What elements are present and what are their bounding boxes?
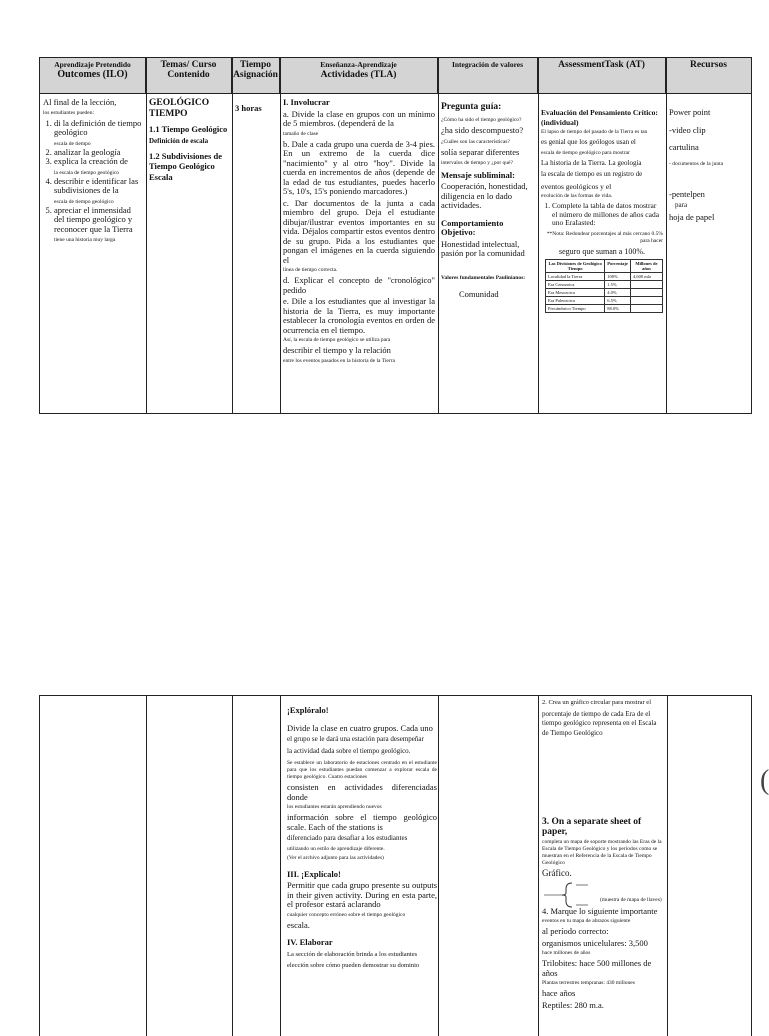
at-seguro: seguro que suman a 100%. xyxy=(559,246,645,256)
ilo-item: 5. apreciar el inmensidad del tiempo geológico y reconocer que la Tierra tiene una historia muy larga xyxy=(54,206,143,245)
recurso-documentos: - documentos de la junta xyxy=(669,160,724,167)
ilo-cell xyxy=(40,98,146,413)
at-title: Evaluación del Pensamiento Crítico: (individual) xyxy=(541,108,658,127)
table-row xyxy=(546,281,663,289)
tla-step-e: e. Dile a los estudiantes que al investigar la historia de la Tierra, es muy importante establecer la cronología eventos en orden de ocurrencia en el tiempo. xyxy=(283,296,435,335)
header-valores: Integración de valores xyxy=(438,58,538,93)
tla-step-a: a. Divide la clase en grupos con un mínimo de 5 miembros. (dependerá de la xyxy=(283,108,435,128)
header-at: AssessmentTask (AT) xyxy=(538,58,666,93)
table-cell xyxy=(630,289,662,297)
temas-cell xyxy=(146,98,232,413)
ilo-item: 1. di la definición de tiempo geológico escala de tiempo xyxy=(54,119,143,148)
valores-mensaje-text: Cooperación, honestidad, diligencia en lo dado actividades. xyxy=(441,181,528,210)
elaborate-p: La sección de elaboración brinda a los estudiantes xyxy=(287,950,418,958)
at-paragraph: El lapso de tiempo del pasado de la Tierra es tan xyxy=(541,129,648,135)
tiempo-value: 3 horas xyxy=(235,103,262,113)
explore-p2f: utilizando un estilo de aprendizaje diferente. xyxy=(287,845,385,852)
table-cell xyxy=(630,305,662,313)
header-tla-small: Enseñanza-Aprendizaje xyxy=(320,60,397,69)
at-paragraph-f: eventos geológicos y el xyxy=(541,181,612,191)
ilo-intro-small: los estudiantes pueden: xyxy=(43,109,95,116)
valores-mensaje: Mensaje subliminal: xyxy=(441,169,515,180)
recurso-cartulina: cartulina xyxy=(669,142,699,152)
table-cell: Era Cenozoica xyxy=(546,281,605,289)
valores-comportamiento: Comportamiento Objetivo: xyxy=(441,217,504,237)
valores-q1b: ¿ha sido descompuesto? xyxy=(441,124,524,135)
ilo-item: 4. describir e identificar las subdivisiones de la escala de tiempo geológico xyxy=(54,177,143,206)
table-cell: 4.0% xyxy=(605,289,631,297)
header-recursos: Recursos xyxy=(690,60,727,70)
recurso-pentelpen: -pentelpen xyxy=(669,188,705,199)
explore-p2c: los estudiantes estarán aprendiendo nuevos xyxy=(287,804,382,810)
table-cell: 88.0% xyxy=(605,305,631,313)
temas-title: GEOLÓGICO TIEMPO xyxy=(149,98,210,119)
brace-note: (muestra de mapa de llaves) xyxy=(600,896,662,903)
valores-q2b: solía separar diferentes xyxy=(441,147,520,157)
at-list xyxy=(541,202,663,228)
table-header: Porcentaje xyxy=(605,260,631,273)
eras-data-table xyxy=(545,259,663,313)
table-header: Las Divisiones de Geológico Tiempo xyxy=(546,260,605,273)
temas-subtopic-2b: Escala xyxy=(149,172,173,182)
valores-q2c: intervalos de tiempo y ¿por qué? xyxy=(441,159,513,166)
table-row xyxy=(546,273,663,281)
at-cell-page2 xyxy=(539,698,667,1036)
column-recursos xyxy=(666,696,751,1036)
explore-p1b: el grupo se le dará una estación para desempeñar xyxy=(287,735,424,743)
at-paragraph-c: escala de tiempo geológico para mostrar xyxy=(541,149,630,156)
explore-p2e: diferenciado para desafiar a los estudiantes xyxy=(287,834,408,842)
margin-parenthesis: ( xyxy=(760,765,769,796)
temas-subtopic-2: 1.2 Subdivisiones de Tiempo Geológico xyxy=(149,151,222,171)
at-item-3b: completa un mapa de soporte mostrando las Eras de la Escala de Tiempo Geológico y los períodos como se muestran en el Referencia de la Escala de Tiempo Geológico xyxy=(542,839,662,866)
valores-q2: ¿Cuáles son las características? xyxy=(441,139,510,145)
explore-p2g: (Ver el archivo adjunto para las actividades) xyxy=(287,854,384,861)
recurso-para: para xyxy=(675,201,688,209)
at-item-3: 3. On a separate sheet of paper, xyxy=(542,817,642,837)
tla-heading: I. Involucrar xyxy=(283,97,330,107)
recurso-power-point: Power point xyxy=(669,107,711,117)
valores-comportamiento-text: Honestidad intelectual, pasión por la comunidad xyxy=(441,238,525,258)
explain-p: Permitir que cada grupo presente su outputs in their given activity. During en esta parte, el profesor estará aclarando xyxy=(287,880,437,909)
tla-cell-page2 xyxy=(284,706,440,1036)
at-paragraph-g: evolución de las formas de vida. xyxy=(541,193,613,199)
tla-step-d: d. Explicar el concepto de "cronológico" pedido xyxy=(283,275,435,295)
brace-map-sample xyxy=(542,881,664,907)
tiempo-cell xyxy=(232,98,280,413)
table-header: Millones de años xyxy=(630,260,662,273)
at-cell xyxy=(538,98,666,413)
tla-step-f-small2: entre los eventos pasados en la historia de la Tierra xyxy=(283,357,395,364)
at-item-4d: organismos unicelulares: 3,500 xyxy=(542,937,648,948)
explain-pc: escala. xyxy=(287,919,310,930)
column-valores xyxy=(438,696,538,1036)
header-temas: Temas/ Curso Contenido xyxy=(146,58,232,93)
table-cell: 6.5% xyxy=(605,297,631,305)
at-paragraph-d: La historia de la Tierra. La geología xyxy=(541,158,642,167)
at-item-4: 4. Marque lo siguiente importante xyxy=(542,905,658,916)
explore-heading: ¡Explóralo! xyxy=(287,705,329,715)
at-item-4e: hace millones de años xyxy=(542,950,591,956)
temas-subtopic-1: 1.1 Tiempo Geológico xyxy=(149,124,228,134)
ilo-item: 2. analizar la geología xyxy=(54,148,143,158)
at-paragraph-b: es genial que los geólogos usan el xyxy=(541,138,636,146)
at-item-4i: Reptiles: 280 m.a. xyxy=(542,999,604,1010)
lesson-plan-page-2 xyxy=(39,695,752,1036)
at-item-2b: porcentaje de tiempo de cada Era de el tiempo geológico representa en el Escala de Tiempo Geológico xyxy=(542,709,657,737)
at-item-4h: hace años xyxy=(542,988,576,998)
table-row xyxy=(546,297,663,305)
at-item-4f: Trilobites: hace 500 millones de años xyxy=(542,958,652,978)
valores-q1: ¿Cómo ha sido el tiempo geológico? xyxy=(441,116,522,123)
at-nota: **Nota: Redondear porcentajes al más cercano 0.5% para hacer xyxy=(546,230,663,244)
table-header-row xyxy=(546,260,663,273)
header-ilo-small: Aprendizaje Pretendido xyxy=(54,60,131,69)
table-row xyxy=(546,305,663,313)
table-cell xyxy=(630,281,662,289)
at-paragraph-e: la escala de tiempo es un registro de xyxy=(541,170,643,178)
valores-comunidad: Comunidad xyxy=(459,288,499,299)
at-item-2: 2. Crea un gráfico circular para mostrar el xyxy=(542,699,652,706)
table-cell: Era Mesozoica xyxy=(546,289,605,297)
explore-p2b: consisten en actividades diferenciadas donde xyxy=(287,782,437,802)
valores-pregunta: Pregunta guía: xyxy=(441,102,502,112)
at-item-1: 1. Complete la tabla de datos mostrar el número de millones de años cada uno EraIasted: xyxy=(552,202,663,228)
at-item-4g: Plantas terrestres tempranas: 430 millones xyxy=(542,980,635,986)
table-cell: Localidad la Tierra xyxy=(546,273,605,281)
column-ilo xyxy=(40,696,147,1036)
table-cell: Precámbrico Tiempo xyxy=(546,305,605,313)
explore-p2: Se establece un laboratorio de estaciones centrado en el estudiante para que los estudiantes puedan comenzar a explorar escala de tiempo geológico. Cuatro estaciones xyxy=(287,760,437,780)
elaborate-pb: elección sobre cómo pueden demostrar su dominio xyxy=(287,962,420,969)
table-cell xyxy=(630,297,662,305)
tla-step-f: describir el tiempo y la relación xyxy=(283,345,391,355)
ilo-intro: Al final de la lección, xyxy=(43,97,117,107)
column-temas xyxy=(146,696,233,1036)
tla-step-a-small: tamaño de clase xyxy=(283,130,319,137)
tla-step-f-small: Así, la escala de tiempo geológico se utiliza para xyxy=(283,337,391,343)
column-tiempo xyxy=(232,696,281,1036)
table-body xyxy=(40,94,751,413)
explore-p1: Divide la clase en cuatro grupos. Cada uno xyxy=(287,722,433,733)
ilo-item: 3. explica la creación de la escala de tiempo geológico xyxy=(54,157,143,177)
table-cell: 1.5% xyxy=(605,281,631,289)
temas-subtopic-1b: Definición de escala xyxy=(149,136,209,145)
at-item-4c: al período correcto: xyxy=(542,926,609,936)
tla-step-c-small: línea de tiempo correcta. xyxy=(283,267,338,273)
lesson-plan-page-1 xyxy=(39,57,752,414)
header-tiempo: Tiempo Asignación xyxy=(232,58,280,93)
at-item-4b: eventos en tu mapa de abrazos siguiente xyxy=(542,918,631,924)
table-cell: 4,600 mla xyxy=(630,273,662,281)
table-cell: 100% xyxy=(605,273,631,281)
explore-p2d: información sobre el tiempo geológico scale. Each of the stations is xyxy=(287,812,437,832)
header-tla-label: Actividades (TLA) xyxy=(320,70,397,80)
explore-p1c: la actividad dada sobre el tiempo geológico. xyxy=(287,746,411,755)
tla-step-c: c. Dar documentos de la junta a cada miembro del grupo. Deja el estudiante dibujar/ilustrar eventos importantes en su vida. Déjalos compartir estos eventos dentro de su grupo. Pida a los estudiantes que pongan el imágenes en la cuerda siguiendo el xyxy=(283,197,435,265)
tla-step-b: b. Dale a cada grupo una cuerda de 3-4 pies. En un extremo de la cuerda dice "nacimiento" y al otro "hoy". Divide la cuerda en incrementos de años (depende de la edad de tus estudiantes, puedes hacerlo 5's, 10's, 15's poniendo marcadores.) xyxy=(283,138,435,196)
header-ilo-label: Outcomes (ILO) xyxy=(57,69,128,80)
valores-fundamentales: Valores fundamentales Paulinianos: xyxy=(441,274,526,281)
table-row xyxy=(546,289,663,297)
recursos-cell xyxy=(666,98,751,413)
recurso-hoja: hoja de papel xyxy=(669,211,715,222)
table-cell: Era Paleozoica xyxy=(546,297,605,305)
elaborate-heading: IV. Elaborar xyxy=(287,937,333,947)
valores-cell xyxy=(438,98,538,413)
explain-pb: cualquier concepto erróneo sobre el tiempo geológico xyxy=(287,911,406,918)
explain-heading: III. ¡Explícalo! xyxy=(287,868,341,879)
at-item-3c: Gráfico. xyxy=(542,868,572,878)
recurso-video-clip: -video clip xyxy=(669,124,706,135)
tla-cell xyxy=(280,98,438,413)
ilo-list xyxy=(43,119,143,245)
